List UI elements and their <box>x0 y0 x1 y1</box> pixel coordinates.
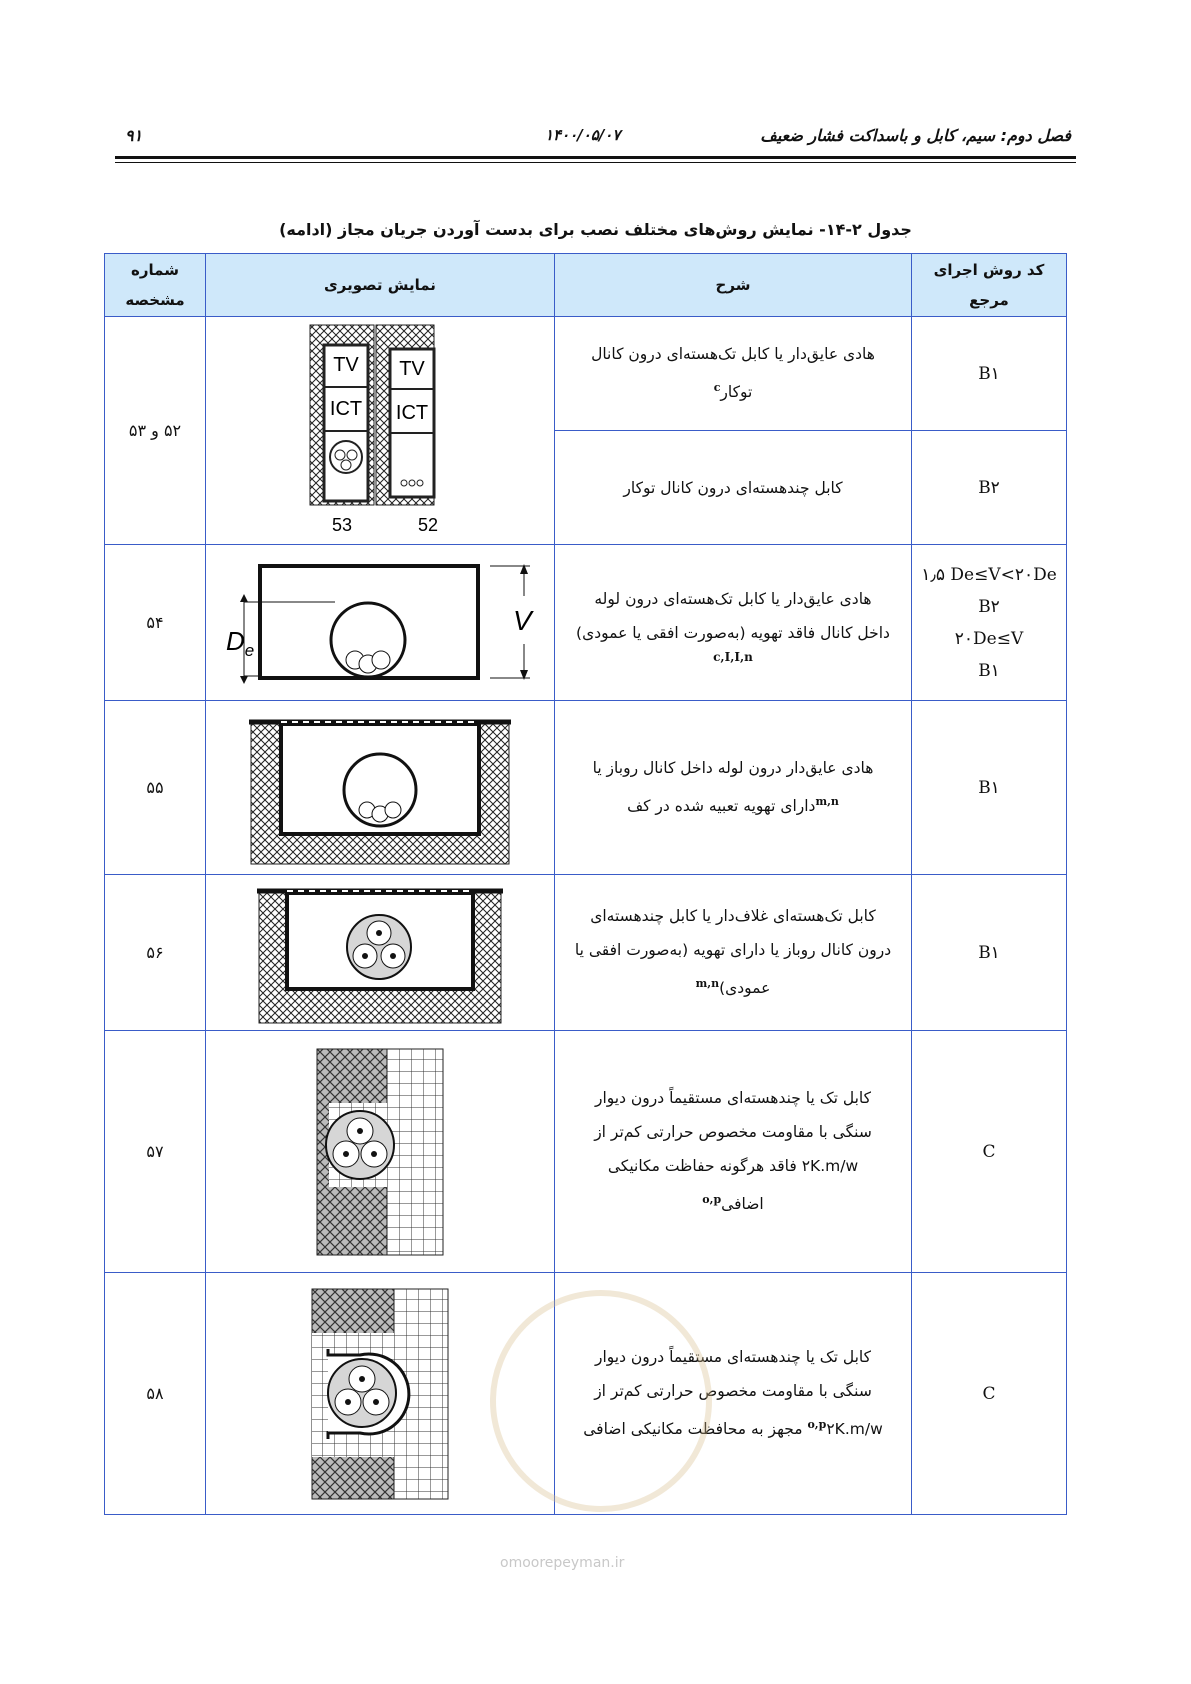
description-cell <box>555 701 912 875</box>
desc-line: درون کانال روباز یا دارای تهویه (به‌صورت افقی یا <box>574 941 892 960</box>
ref-code: B۱ <box>912 875 1067 1031</box>
col-ref-code <box>912 254 1067 317</box>
desc-line: سنگی با مقاومت مخصوص حرارتی کم‌تر از <box>594 1123 872 1142</box>
ref-code: B۲ <box>912 431 1067 545</box>
fig-label-52: 52 <box>417 514 439 535</box>
figure-cell <box>206 701 555 875</box>
table-row <box>105 317 1067 431</box>
footnote-ref: c,I,I,n <box>713 649 753 664</box>
chapter-title: فصل دوم: سیم، کابل و باسداکت فشار ضعیف <box>760 126 1071 145</box>
ref-code: C <box>912 1273 1067 1515</box>
v-label: V <box>513 604 532 636</box>
col-ref-line1: کد روش اجرای <box>933 261 1045 279</box>
figure-cell <box>206 317 555 545</box>
spec-number: ۵۴ <box>105 545 206 701</box>
desc-line: داخل کانال فاقد تهویه (به‌صورت افقی یا عمودی) <box>576 623 890 642</box>
table-header-row <box>105 254 1067 317</box>
ref-line: ۲۰De≤V <box>954 628 1024 649</box>
table-caption: جدول ۲-۱۴- نمایش روش‌های مختلف نصب برای بدست آوردن جریان مجاز (ادامه) <box>279 220 912 239</box>
col-spec-number <box>105 254 206 317</box>
tv-label: TV <box>399 357 425 380</box>
figure-52-53 <box>300 323 460 539</box>
col-spec-line1: شماره <box>131 261 179 279</box>
figure-cell <box>206 1031 555 1273</box>
spec-number: ۵۲ و ۵۳ <box>105 317 206 545</box>
desc-line: دارای تهویه تعبیه شده در کف <box>627 797 816 816</box>
description-cell: کابل چندهسته‌ای درون کانال توکار <box>555 431 912 545</box>
spec-number: ۵۶ <box>105 875 206 1031</box>
description-cell <box>555 1031 912 1273</box>
ref-code: C <box>912 1031 1067 1273</box>
de-label: $D_e$ <box>226 625 255 660</box>
col-spec-line2: مشخصه <box>125 291 185 309</box>
desc-line: سنگی با مقاومت مخصوص حرارتی کم‌تر از <box>594 1382 872 1401</box>
desc-line: ۲K.m/w مجهز به محافظت مکانیکی اضافی <box>583 1420 883 1439</box>
figure-cell <box>206 545 555 701</box>
description-cell <box>555 545 912 701</box>
figure-56 <box>255 881 505 1025</box>
col-ref-line2: مرجع <box>969 291 1009 309</box>
spec-number: ۵۵ <box>105 701 206 875</box>
spec-number: ۵۸ <box>105 1273 206 1515</box>
ref-code: B۱ <box>912 701 1067 875</box>
fig-label-53: 53 <box>331 514 353 535</box>
desc-line: توکار <box>720 383 753 402</box>
figure-57 <box>315 1047 445 1257</box>
figure-54 <box>220 558 540 688</box>
ict-label: ICT <box>395 401 429 424</box>
desc-line: ۲K.m/w فاقد هرگونه حفاظت مکانیکی <box>607 1157 859 1176</box>
header-rule-thick <box>115 156 1076 159</box>
spec-number: ۵۷ <box>105 1031 206 1273</box>
watermark-url: omoorepeyman.ir <box>500 1555 625 1571</box>
watermark-seal <box>490 1290 712 1512</box>
footnote-ref: m,n <box>815 795 839 809</box>
ref-code <box>912 545 1067 701</box>
footnote-ref: o,p <box>702 1193 722 1207</box>
desc-line: کابل تک یا چندهسته‌ای مستقیماً درون دیوار <box>594 1348 872 1367</box>
ref-line: B۲ <box>978 596 1000 617</box>
page-number: ۹۱ <box>125 126 143 145</box>
desc-line: کابل تک‌هسته‌ای غلاف‌دار یا کابل چندهسته‌ای <box>590 907 876 926</box>
figure-cell <box>206 875 555 1031</box>
table-row <box>105 701 1067 875</box>
col-description: شرح <box>555 254 912 317</box>
col-image: نمایش تصویری <box>206 254 555 317</box>
desc-line: هادی عایق‌دار یا کابل تک‌هسته‌ای درون کانال <box>591 345 875 364</box>
ref-line: B۱ <box>978 660 1000 681</box>
desc-line: عمودی) <box>719 979 771 998</box>
header-date: ۱۴۰۰/۰۵/۰۷ <box>545 126 621 144</box>
description-cell <box>555 875 912 1031</box>
table-row <box>105 545 1067 701</box>
page-header <box>115 126 1076 150</box>
ref-code: B۱ <box>912 317 1067 431</box>
figure-55 <box>245 708 515 868</box>
tv-label: TV <box>333 353 359 376</box>
table-row <box>105 1031 1067 1273</box>
desc-line: کابل تک یا چندهسته‌ای مستقیماً درون دیوار <box>594 1089 872 1108</box>
footnote-ref: c <box>713 381 721 395</box>
table-row <box>105 875 1067 1031</box>
figure-58 <box>310 1287 450 1501</box>
footnote-ref: o,p <box>807 1418 827 1432</box>
description-cell <box>555 317 912 431</box>
ref-line: ۱٫۵ De≤V<۲۰De <box>921 564 1057 585</box>
desc-line: هادی عایق‌دار یا کابل تک‌هسته‌ای درون لوله <box>594 589 872 608</box>
footnote-ref: m,n <box>695 977 720 991</box>
desc-line: هادی عایق‌دار درون لوله داخل کانال روباز یا <box>592 759 874 778</box>
header-rule-thin <box>115 162 1076 163</box>
ict-label: ICT <box>329 397 363 420</box>
desc-line: اضافی <box>721 1195 764 1214</box>
